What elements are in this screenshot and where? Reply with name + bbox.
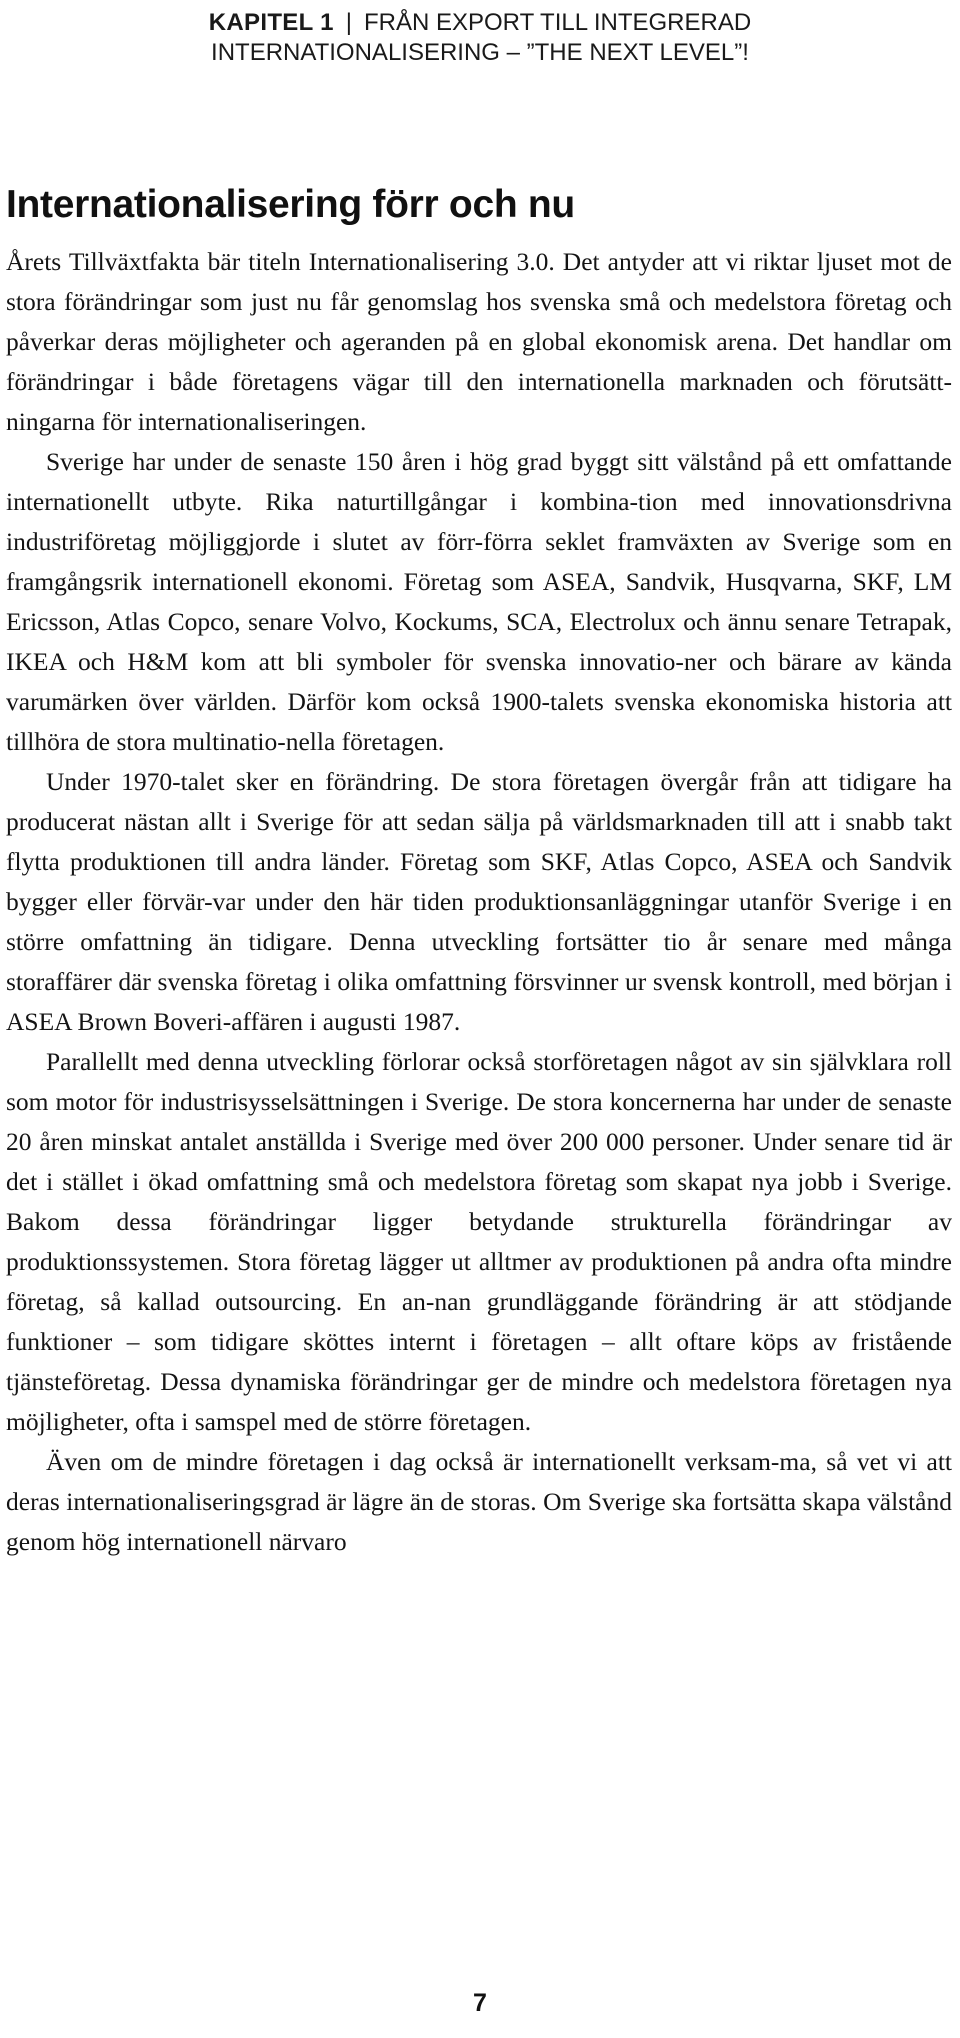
paragraph-1: Årets Tillväxtfakta bär titeln Internationalisering 3.0. Det antyder att vi riktar ljuset mot de stora förändringar som just nu får genomslag hos svenska små och medelstora företag och påverkar deras möjligheter och ageranden på en global ekonomisk arena. Det handlar om förändringar i både företagens vägar till den internationella marknaden och förutsätt-ningarna för internationaliseringen.	[6, 247, 952, 436]
chapter-label: KAPITEL 1	[208, 9, 334, 36]
page-main	[6, 182, 952, 1562]
paragraph-2: Sverige har under de senaste 150 åren i hög grad byggt sitt välstånd på ett omfattande internationellt utbyte. Rika naturtillgångar i kombina-tion med innovationsdrivna industriföretag möjliggjorde i slutet av förr-förra seklet framväxten av Sverige som en framgångsrik internationell ekonomi. Företag som ASEA, Sandvik, Husqvarna, SKF, LM Ericsson, Atlas Copco, senare Volvo, Kockums, SCA, Electrolux och ännu senare Tetrapak, IKEA och H&M kom att bli symboler för svenska innovatio-ner och bärare av kända varumärken över världen. Därför kom också 1900-talets svenska ekonomiska historia att tillhöra de stora multinatio-nella företagen.	[6, 447, 952, 756]
header-separator: |	[345, 9, 352, 36]
body-text	[6, 242, 952, 1562]
section-title: Internationalisering förr och nu	[6, 183, 575, 226]
running-header	[0, 8, 960, 68]
running-header-line-1	[0, 8, 960, 38]
paragraph-5: Även om de mindre företagen i dag också är internationellt verksam-ma, så vet vi att deras internationaliseringsgrad är lägre än de storas. Om Sverige ska fortsätta skapa välstånd genom hög internationell närvaro	[6, 1447, 952, 1556]
paragraph-3: Under 1970-talet sker en förändring. De stora företagen övergår från att tidigare ha producerat nästan allt i Sverige för att sedan sälja på världsmarknaden till att i snabb takt flytta produktionen till andra länder. Företag som SKF, Atlas Copco, ASEA och Sandvik bygger eller förvär-var under den här tiden produktionsanläggningar utanför Sverige i en större omfattning än tidigare. Denna utveckling fortsätter tio år senare med många storaffärer där svenska företag i olika omfattning försvinner ur svensk kontroll, med början i ASEA Brown Boveri-affären i augusti 1987.	[6, 767, 952, 1036]
page-number: 7	[473, 1989, 487, 2017]
chapter-title-line-2: INTERNATIONALISERING – ”THE NEXT LEVEL”!	[211, 39, 749, 66]
chapter-title-line-1: FRÅN EXPORT TILL INTEGRERAD	[363, 9, 752, 36]
paragraph-4: Parallellt med denna utveckling förlorar också storföretagen något av sin självklara roll som motor för industrisysselsättningen i Sverige. De stora koncernerna har under de senaste 20 åren minskat antalet anställda i Sverige med över 200 000 personer. Under senare tid är det i stället i ökad omfattning små och medelstora företag som skapat nya jobb i Sverige. Bakom dessa förändringar ligger betydande strukturella förändringar av produktionssystemen. Stora företag lägger ut alltmer av produktionen på andra ofta mindre företag, så kallad outsourcing. En an-nan grundläggande förändring är att stödjande funktioner – som tidigare sköttes internt i företagen – allt oftare köps av fristående tjänsteföretag. Dessa dynamiska förändringar ger de mindre och medelstora företagen nya möjligheter, ofta i samspel med de större företagen.	[6, 1047, 952, 1436]
